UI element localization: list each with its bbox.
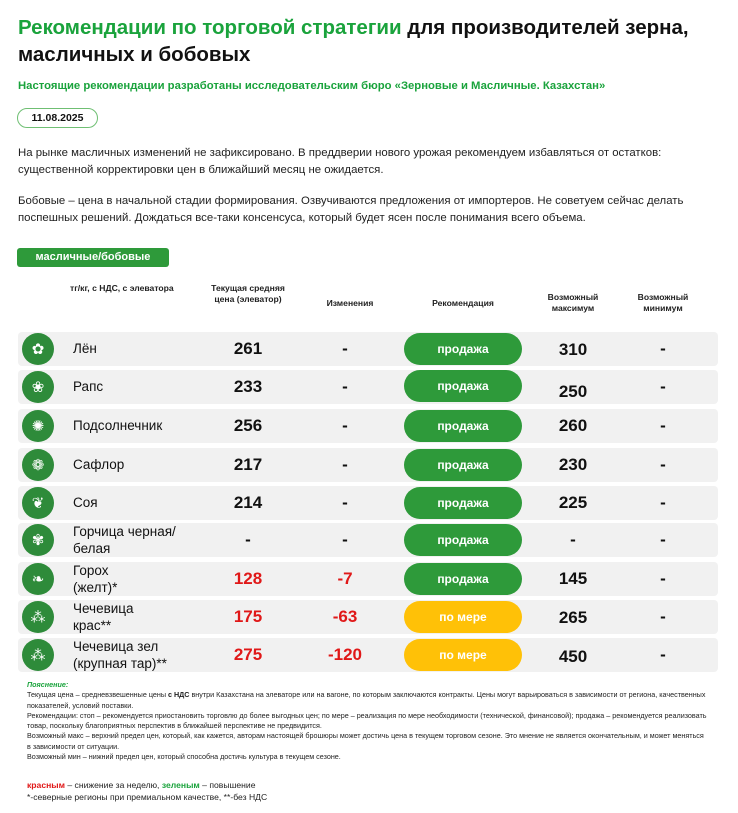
possible-max: 145 [558, 569, 588, 588]
note-max: Возможный макс – верхний предел цен, который, как кажется, авторам настоящей брошюры может достичь цена в текущем торговом сезоне. Это мнение не является окончательным, и может меняться в зависимости от ситуации. [27, 731, 704, 751]
current-price: 261 [233, 339, 263, 358]
crop-name: Лён [73, 341, 97, 356]
table-row [18, 448, 718, 482]
page-subtitle: Настоящие рекомендации разработаны исследовательским бюро «Зерновые и Масличные. Казахстан» [18, 80, 606, 92]
crop-name: Горчица черная/белая [73, 524, 176, 556]
current-price: 217 [233, 455, 263, 474]
current-price: 214 [233, 493, 263, 512]
possible-max: 310 [558, 340, 588, 359]
table-row [18, 523, 718, 557]
legend-red-word: красным [27, 780, 65, 790]
notes-title: Пояснение: [27, 680, 69, 689]
possible-max: 260 [558, 416, 588, 435]
price-change: -120 [327, 645, 363, 664]
recommendation-badge: продажа [404, 524, 522, 556]
page-title-accent: Рекомендации по торговой стратегии [18, 16, 402, 39]
recommendation-badge: продажа [404, 563, 522, 595]
crop-name: Рапс [73, 379, 104, 394]
possible-max: 230 [558, 455, 588, 474]
recommendation-badge: продажа [404, 449, 522, 481]
possible-max: 265 [558, 608, 588, 627]
lentil-icon: ⁂ [22, 601, 54, 633]
price-change: - [342, 530, 348, 549]
legend-green-desc: – повышение [199, 780, 256, 790]
possible-min: - [660, 607, 666, 626]
recommendation-badge: продажа [404, 487, 522, 519]
header-change: Изменения [326, 298, 374, 308]
possible-min: - [660, 493, 666, 512]
current-price: 175 [233, 607, 263, 626]
crop-name: Сафлор [73, 457, 125, 472]
crop-name: Подсолнечник [73, 418, 163, 433]
note-text-cont: внутри Казахстана на элеваторе или на вагоне, по которым заключаются контракты. Цены могут варьироваться в зависимости от региона, качественных показателей, условий поставки. [27, 690, 706, 710]
price-change: - [342, 455, 348, 474]
table-row [18, 370, 718, 404]
recommendation-badge: продажа [404, 333, 522, 365]
pea-pod-icon: ❧ [22, 563, 54, 595]
table-row [18, 332, 718, 366]
table-row [18, 638, 718, 672]
recommendation-badge: по мере [404, 639, 522, 671]
price-change: - [342, 416, 348, 435]
possible-min: - [660, 530, 666, 549]
footnote: *-северные регионы при премиальном качестве, **-без НДС [27, 792, 268, 802]
notes [27, 680, 707, 762]
legend-green-word: зеленым [161, 780, 200, 790]
current-price: 233 [233, 377, 263, 396]
crop-name: Чечевица крас** [73, 601, 134, 633]
recommendation-badge: продажа [404, 370, 522, 402]
price-change: - [342, 377, 348, 396]
price-change: -63 [332, 607, 358, 626]
current-price: 275 [233, 645, 263, 664]
possible-min: - [660, 339, 666, 358]
possible-max: 250 [558, 382, 588, 401]
mustard-icon: ✾ [22, 524, 54, 556]
possible-min: - [660, 416, 666, 435]
possible-max: 225 [558, 493, 588, 512]
possible-min: - [660, 377, 666, 396]
lentil-green-icon: ⁂ [22, 639, 54, 671]
price-change: - [342, 339, 348, 358]
legend-red-desc: – снижение за неделю, [65, 780, 162, 790]
sunflower-icon: ✺ [22, 410, 54, 442]
note-recommendations: Рекомендации: стоп – рекомендуется приостановить торговлю до более выгодных цен; по мере – реализация по мере необходимости (технической, финансовой); продажа – рекомендуется реализовать товар, поскольку благоприятных перспектив в ближайшей перспективе не предвидится. [27, 710, 707, 731]
possible-min: - [660, 645, 666, 664]
crop-name: Соя [73, 495, 98, 510]
possible-max: - [570, 530, 576, 549]
rapeseed-icon: ❀ [22, 371, 54, 403]
possible-min: - [660, 569, 666, 588]
safflower-icon: ❁ [22, 449, 54, 481]
note-vat: с НДС [167, 690, 190, 700]
table-row [18, 486, 718, 520]
header-price: Текущая средняя цена (элеватор) [211, 283, 285, 304]
possible-max: 450 [558, 647, 588, 666]
note-current-price [27, 690, 707, 711]
section-label: масличные/бобовые [17, 248, 169, 267]
price-change: - [342, 493, 348, 512]
table-row [18, 562, 718, 596]
intro-paragraph-pulses: Бобовые – цена в начальной стадии формирования. Озвучиваются предложения от импортеров. Не советуем сейчас делать поспешных решений. Дождаться все-таки консенсуса, который будет ясен после понимания всего объема. [18, 195, 684, 224]
soybean-icon: ❦ [22, 487, 54, 519]
page-title-rest: для производителей зерна, масличных и бобовых [18, 16, 689, 66]
note-min: Возможный мин – нижний предел цен, который способна достичь культура в текущем сезоне. [27, 752, 341, 762]
recommendation-badge: по мере [404, 601, 522, 633]
recommendation-badge: продажа [404, 410, 522, 442]
intro-paragraph-oilseeds: На рынке масличных изменений не зафиксировано. В преддверии нового урожая рекомендуем избавляться от остатков: существенной корректировки цен в ближайший месяц не ожидается. [18, 147, 662, 176]
crop-name: Горох (желт)* [73, 563, 118, 595]
flax-flower-icon: ✿ [22, 333, 54, 365]
current-price: 256 [233, 416, 263, 435]
header-unit: тг/кг, с НДС, с элеватора [70, 283, 174, 293]
color-legend [27, 779, 256, 791]
crop-name: Чечевица зел (крупная тар)** [73, 639, 167, 671]
table-row [18, 600, 718, 634]
current-price: 128 [233, 569, 263, 588]
current-price: - [245, 530, 251, 549]
page-title [18, 14, 718, 68]
date-badge: 11.08.2025 [17, 108, 98, 128]
possible-min: - [660, 455, 666, 474]
note-text: Текущая цена – средневзвешенные цены [27, 690, 168, 700]
header-recommendation: Рекомендация [432, 298, 494, 308]
price-change: -7 [337, 569, 353, 588]
table-row [18, 409, 718, 443]
header-min: Возможный минимум [637, 292, 689, 313]
header-max: Возможный максимум [547, 292, 599, 313]
